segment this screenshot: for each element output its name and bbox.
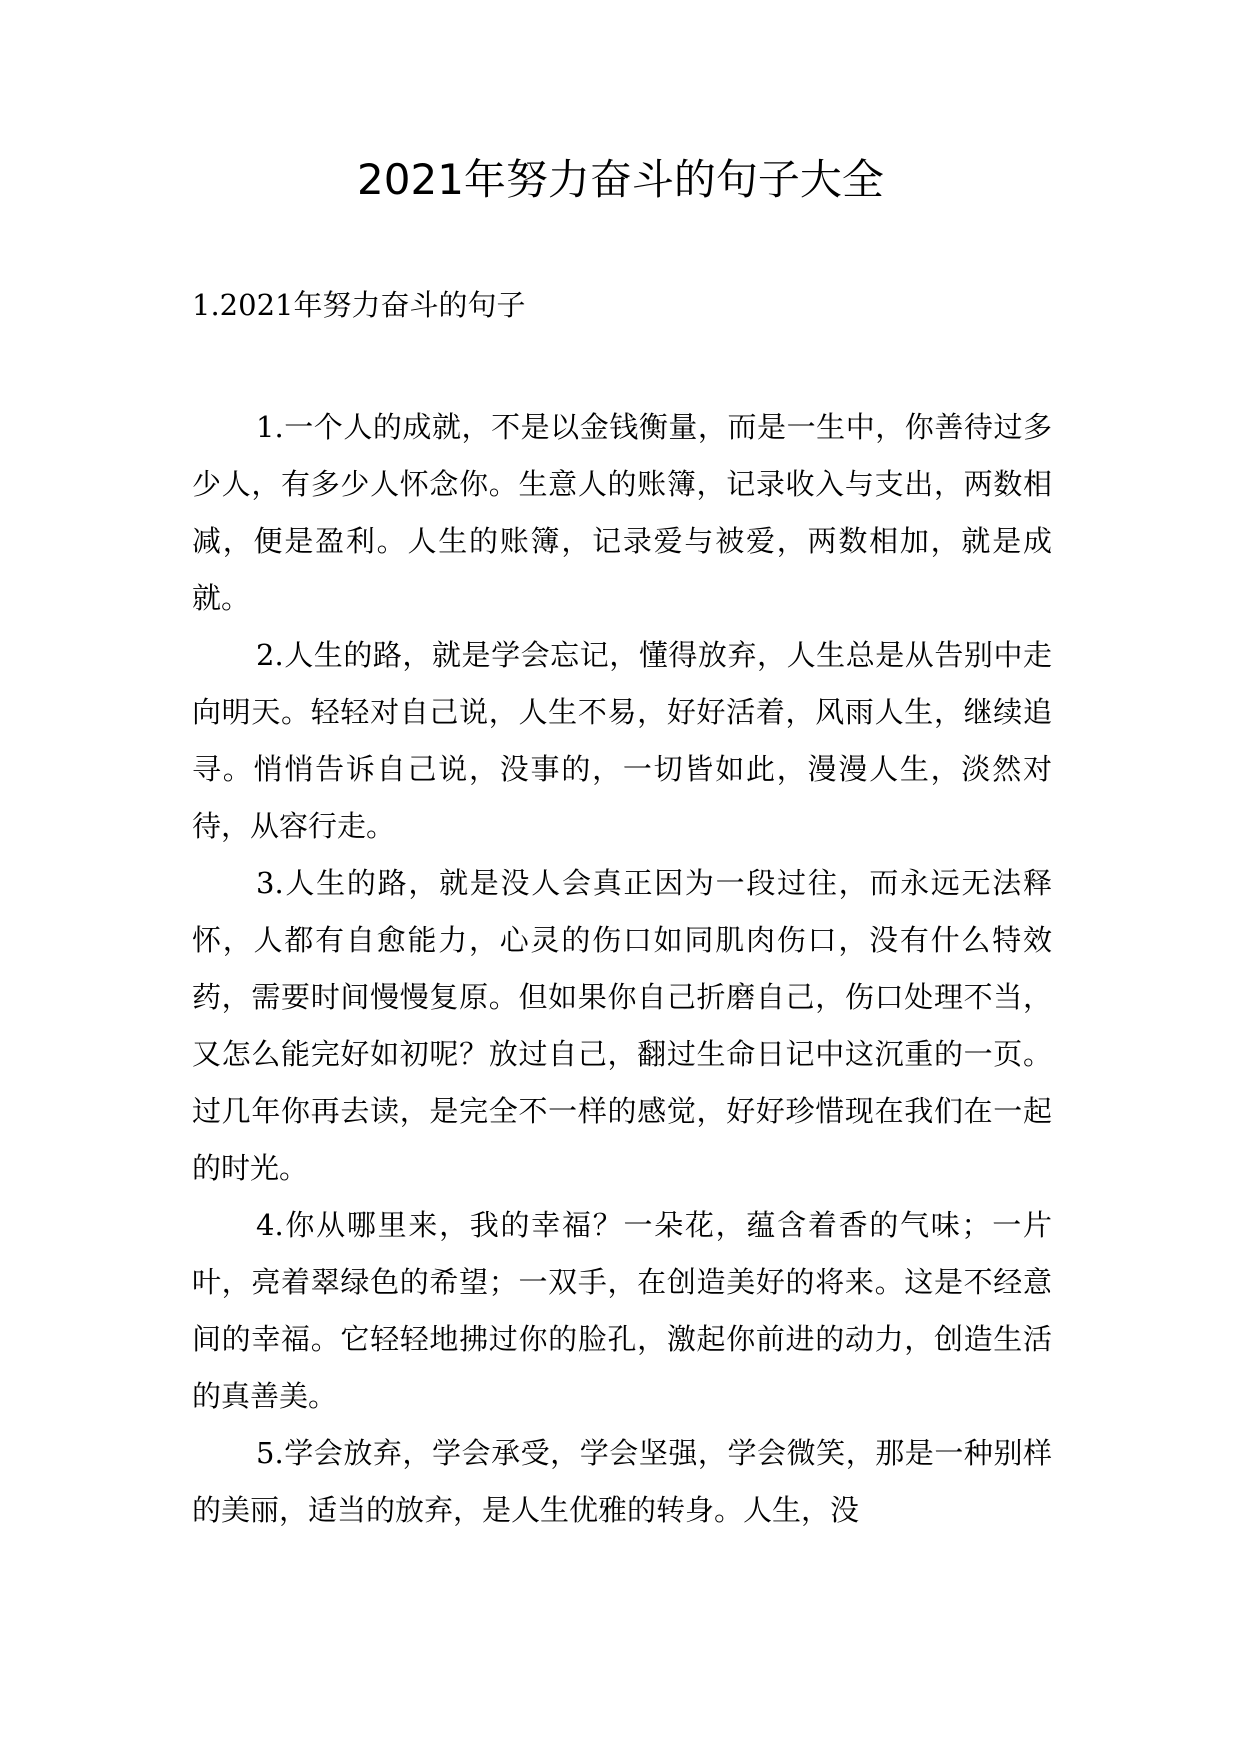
section-heading: 1.2021年努力奋斗的句子 <box>192 288 526 322</box>
paragraph-2: 2.人生的路，就是学会忘记，懂得放弃，人生总是从告别中走向明天。轻轻对自己说，人生不易，好好活着，风雨人生，继续追寻。悄悄告诉自己说，没事的，一切皆如此，漫漫人生，淡然对待，从容行走。 <box>192 638 1052 843</box>
paragraph-4: 4.你从哪里来，我的幸福？一朵花，蕴含着香的气味；一片叶，亮着翠绿色的希望；一双手，在创造美好的将来。这是不经意间的幸福。它轻轻地拂过你的脸孔，激起你前进的动力，创造生活的真善美。 <box>192 1208 1052 1413</box>
paragraph-5: 5.学会放弃，学会承受，学会坚强，学会微笑，那是一种别样的美丽，适当的放弃，是人生优雅的转身。人生，没 <box>192 1436 1052 1527</box>
document-body <box>192 399 1052 1539</box>
paragraph-1: 1.一个人的成就，不是以金钱衡量，而是一生中，你善待过多少人，有多少人怀念你。生意人的账簿，记录收入与支出，两数相减，便是盈利。人生的账簿，记录爱与被爱，两数相加，就是成就。 <box>192 410 1052 615</box>
paragraph-3: 3.人生的路，就是没人会真正因为一段过往，而永远无法释怀，人都有自愈能力，心灵的伤口如同肌肉伤口，没有什么特效药，需要时间慢慢复原。但如果你自己折磨自己，伤口处理不当，又怎么能完好如初呢？放过自己，翻过生命日记中这沉重的一页。过几年你再去读，是完全不一样的感觉，好好珍惜现在我们在一起的时光。 <box>192 866 1052 1185</box>
document-title: 2021年努力奋斗的句子大全 <box>357 155 884 204</box>
